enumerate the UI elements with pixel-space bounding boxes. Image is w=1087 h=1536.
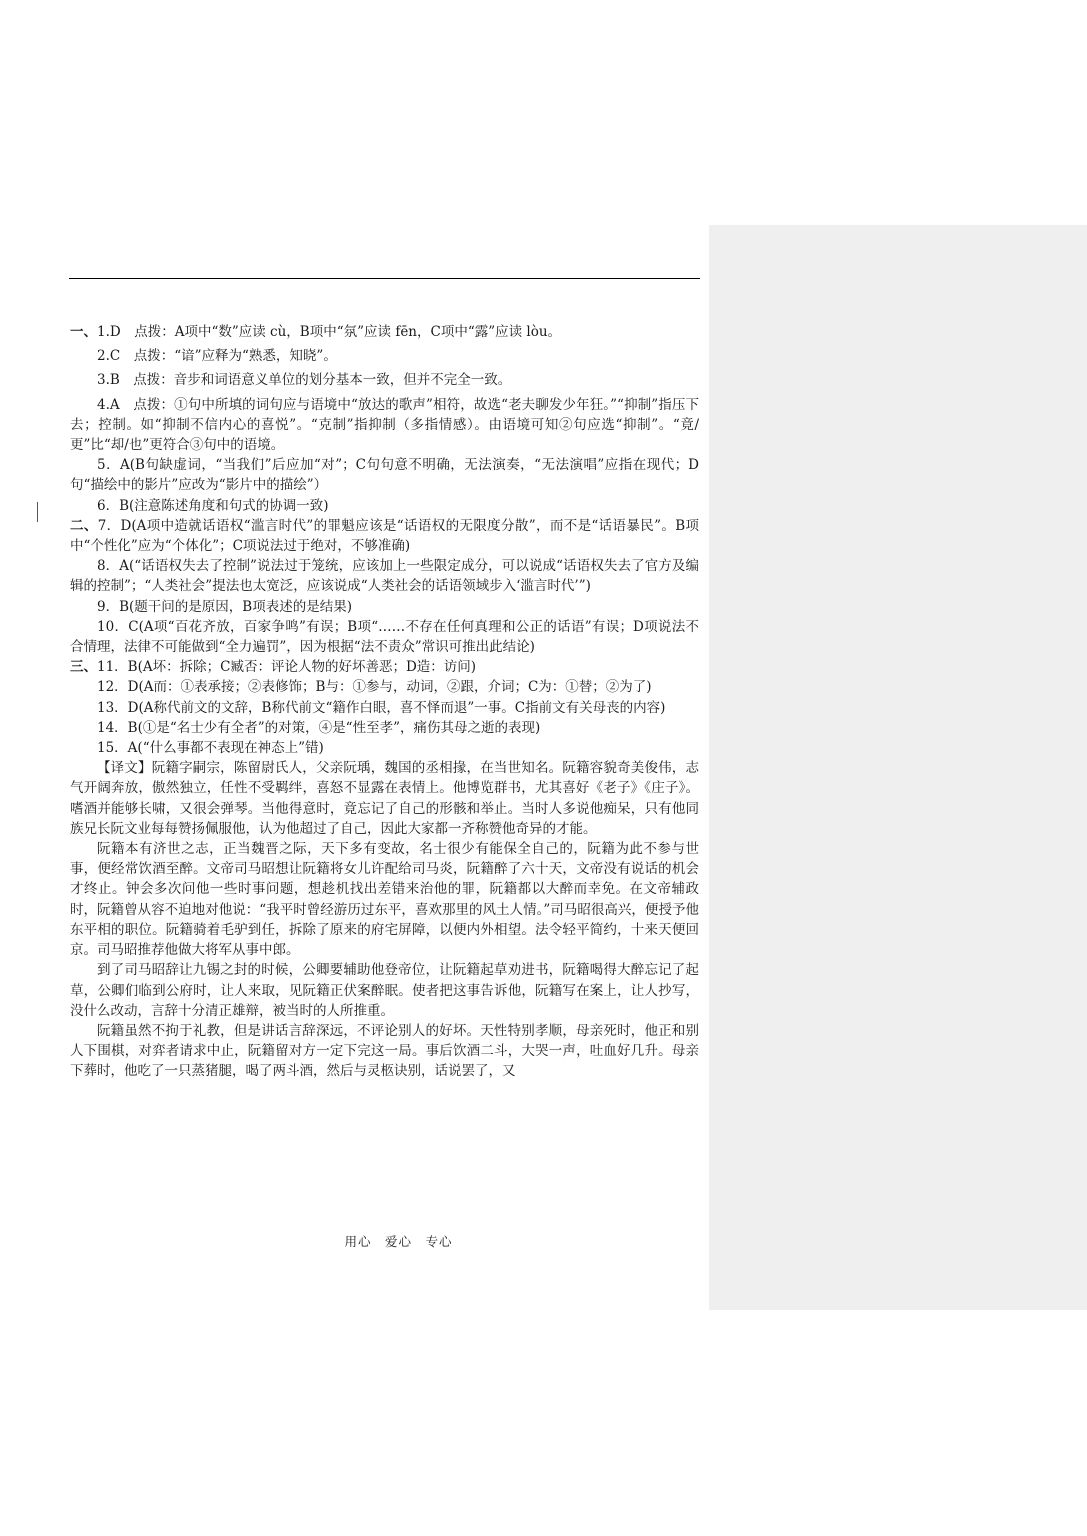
section-marker: 三、 [70, 659, 97, 676]
paragraph-text: 10．C(A项“百花齐放，百家争鸣”有误；B项“……不存在任何真理和公正的话语”有误；D项说法不合情理，法律不可能做到“全力遍罚”，因为根据“法不责众”常识可推出此结论) [70, 618, 699, 656]
paragraph-5 [70, 455, 699, 495]
answer-key-body [70, 322, 699, 1082]
translation-paragraph-3 [70, 960, 699, 1021]
section-marker: 一、 [70, 324, 97, 340]
paragraph-text: 4.A 点拨：①句中所填的词句应与语境中“放达的歌声”相符，故选“老夫聊发少年狂。”“抑制”指压下去；控制。如“抑制不信内心的喜悦”。“克制”指抑制（多指情感）。由语境可知②句应选“抑制”。“竟/更”比“却/也”更符合③句中的语境。 [70, 396, 699, 454]
paragraph-text: 3.B 点拨：音步和词语意义单位的划分基本一致，但并不完全一致。 [97, 372, 512, 389]
paragraph-text: 6．B(注意陈述角度和句式的协调一致) [97, 497, 329, 514]
translation-paragraph-1 [70, 758, 699, 839]
paragraph-text: 14．B(①是“名士少有全者”的对策，④是“性至孝”，痛伤其母之逝的表现) [97, 719, 541, 736]
paragraph-12 [70, 677, 699, 697]
paragraph-text: 到了司马昭辞让九锡之封的时候，公卿要辅助他登帝位，让阮籍起草劝进书，阮籍喝得大醉忘记了起草，公卿们临到公府时，让人来取，见阮籍正伏案醉眠。使者把这事告诉他，阮籍写在案上，让人抄写，没什么改动，言辞十分清正雄辩，被当时的人所推重。 [70, 962, 699, 1019]
paragraph-8 [70, 556, 699, 596]
section-marker: 二、 [70, 517, 98, 534]
paragraph-text: 2.C 点拨：“谙”应释为“熟悉，知晓”。 [97, 348, 337, 365]
paragraph-text: 【译文】阮籍字嗣宗，陈留尉氏人，父亲阮瑀，魏国的丞相掾，在当世知名。阮籍容貌奇美俊伟，志气开阔奔放，傲然独立，任性不受羁绊，喜怒不显露在表情上。他博览群书，尤其喜好《老子》《庄子》。嗜酒并能够长啸，又很会弹琴。当他得意时，竟忘记了自己的形骸和举止。当时人多说他痴呆，只有他同族兄长阮文业每每赞扬佩服他，认为他超过了自己，因此大家都一齐称赞他奇异的才能。 [70, 760, 699, 837]
paragraph-text: 9．B(题干问的是原因，B项表述的是结果) [97, 598, 352, 615]
paragraph-text: 13．D(A称代前文的文辞，B称代前文“籍作白眼，喜不怿而退”一事。C指前文有关母丧的内容) [97, 699, 666, 716]
paragraph-1 [70, 322, 699, 342]
paragraph-text: 15．A(“什么事都不表现在神态上”错) [97, 740, 324, 757]
paragraph-6 [70, 496, 699, 516]
paragraph-text: 阮籍虽然不拘于礼教，但是讲话言辞深远，不评论别人的好坏。天性特别孝顺，母亲死时，他正和别人下围棋，对弈者请求中止，阮籍留对方一定下完这一局。事后饮酒二斗，大哭一声，吐血好几升。母亲下葬时，他吃了一只蒸猪腿，喝了两斗酒，然后与灵柩诀别，话说罢了，又 [70, 1022, 699, 1080]
paragraph-text: 1.D 点拨：A项中“数”应读 cù，B项中“氛”应读 fēn，C项中“露”应读 lòu。 [97, 324, 562, 340]
revision-change-bar [37, 502, 38, 522]
paragraph-11 [70, 657, 699, 677]
header-rule [69, 278, 700, 279]
translation-paragraph-4 [70, 1021, 699, 1082]
paragraph-text: 5．A(B句缺虚词，“当我们”后应加“对”；C句句意不明确，无法演奏，“无法演唱”应指在现代；D句“描绘中的影片”应改为“影片中的描绘”） [70, 457, 699, 494]
paragraph-3 [70, 370, 699, 390]
paragraph-4 [70, 395, 699, 456]
paragraph-9 [70, 597, 699, 617]
paragraph-15 [70, 738, 699, 758]
comment-margin-pane [709, 225, 1087, 1310]
paragraph-14 [70, 718, 699, 738]
paragraph-text: 11．B(A坏：拆除；C臧否：评论人物的好坏善恶；D造：访问) [97, 659, 477, 676]
paragraph-text: 阮籍本有济世之志，正当魏晋之际，天下多有变故，名士很少有能保全自己的，阮籍为此不参与世事，便经常饮酒至醉。文帝司马昭想让阮籍将女儿许配给司马炎，阮籍醉了六十天，文帝没有说话的机会才终止。钟会多次问他一些时事问题，想趁机找出差错来治他的罪，阮籍都以大醉而幸免。在文帝辅政时，阮籍曾从容不迫地对他说：“我平时曾经游历过东平，喜欢那里的风土人情。”司马昭很高兴，便授予他东平相的职位。阮籍骑着毛驴到任，拆除了原来的府宅屏障，以便内外相望。法令轻平简约，十来天便回京。司马昭推荐他做大将军从事中郎。 [70, 841, 699, 959]
page-footer: 用心 爱心 专心 [344, 1234, 453, 1249]
translation-paragraph-2 [70, 839, 699, 960]
paragraph-7 [70, 516, 699, 556]
paragraph-10 [70, 617, 699, 657]
paragraph-text: 8．A(“话语权失去了控制”说法过于笼统，应该加上一些限定成分，可以说成“话语权失去了官方及编辑的控制”；“人类社会”提法也太宽泛，应该说成“人类社会的话语领域步入‘滥言时代’”) [70, 558, 699, 595]
paragraph-text: 12．D(A而：①表承接；②表修饰；B与：①参与，动词，②跟，介词；C为：①替；②为了) [97, 679, 652, 696]
paragraph-text: 7．D(A项中造就话语权“滥言时代”的罪魁应该是“话语权的无限度分散”，而不是“话语暴民”。B项中“个性化”应为“个体化”；C项说法过于绝对，不够准确) [70, 517, 699, 555]
paragraph-2 [70, 346, 699, 366]
paragraph-13 [70, 698, 699, 718]
